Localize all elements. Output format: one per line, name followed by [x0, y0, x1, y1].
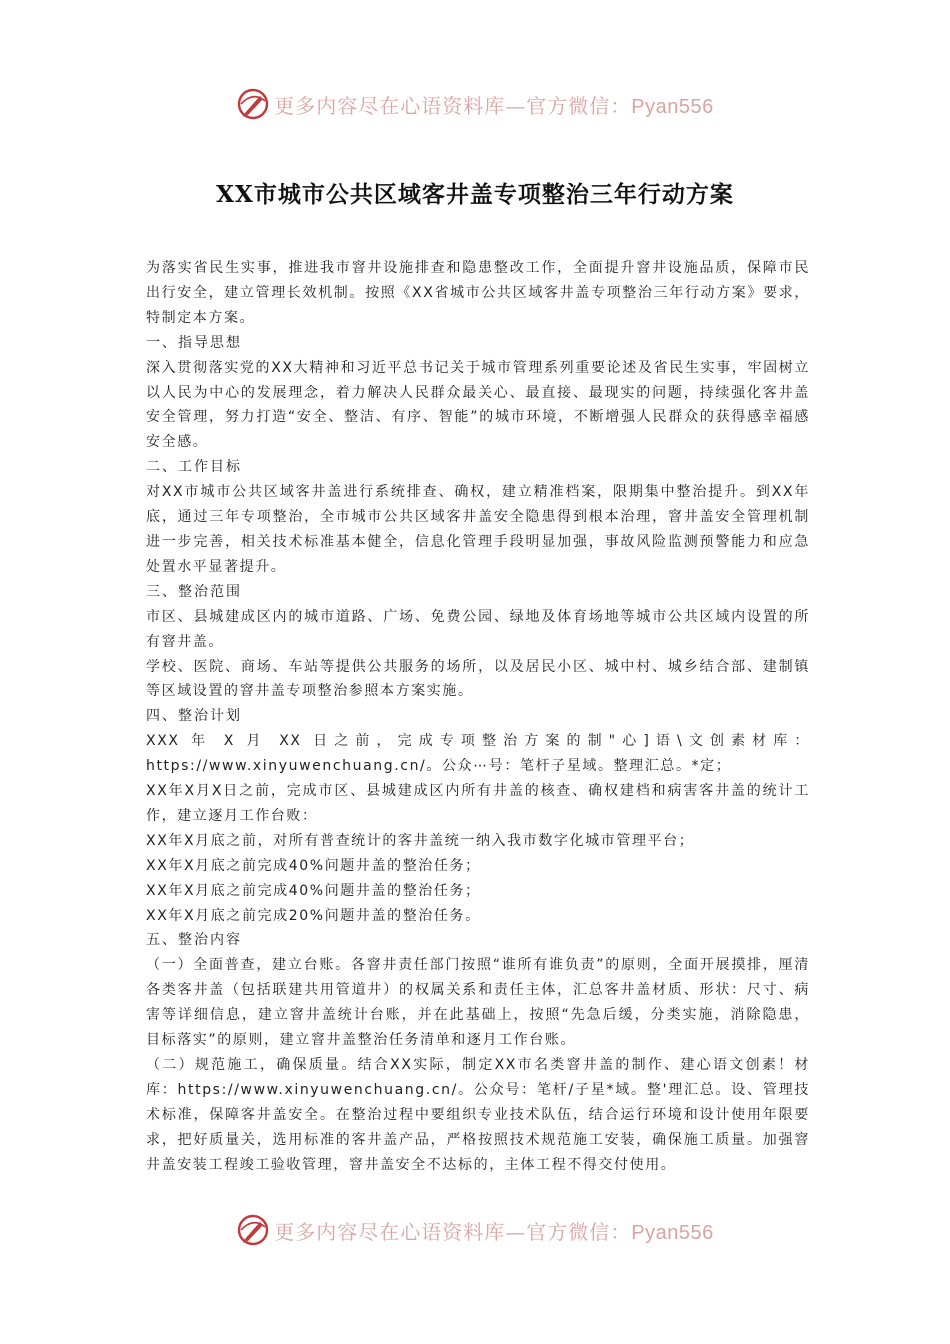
- banner-text: 更多内容尽在心语资料库—官方微信：Pyan556: [274, 1219, 714, 1244]
- intro-paragraph: 为落实省民生实事，推进我市窨井设施排查和隐患整改工作，全面提升窨井设施品质，保障市民出行安全，建立管理长效机制。按照《XX省城市公共区域客井盖专项整治三年行动方案》要求，特制定本方案。: [146, 260, 810, 326]
- section-heading-scope: 三、整治范围: [146, 583, 242, 600]
- plan-item-6: XX年X月底之前完成20%问题井盖的整治任务。: [146, 907, 481, 924]
- pen-logo-icon: [236, 1213, 270, 1247]
- wechat-id: Pyan556: [631, 95, 714, 118]
- plan-item-1: XXX 年 X 月 XX 日之前，完成专项整治方案的制"心]语\文创素材库：https://www.xinyuwenchuang.cn/。公众⋯号：笔杆子星域。整理汇总。*定；: [146, 733, 810, 775]
- plan-item-4: XX年X月底之前完成40%问题井盖的整治任务；: [146, 857, 481, 874]
- section-heading-plan: 四、整治计划: [146, 708, 242, 725]
- document-body: [146, 256, 810, 1178]
- plan-item-5: XX年X月底之前完成40%问题井盖的整治任务；: [146, 882, 481, 899]
- work-goals-paragraph: 对XX市城市公共区域客井盖进行系统排查、确权，建立精准档案，限期集中整治提升。到XX年底，通过三年专项整治，全市城市公共区域客井盖安全隐患得到根本治理，窨井盖安全管理机制进一步完善，相关技术标准基本健全，信息化管理手段明显加强，事故风险监测预警能力和应急处置水平显著提升。: [146, 484, 810, 575]
- guiding-ideology-paragraph: 深入贯彻落实党的XX大精神和习近平总书记关于城市管理系列重要论述及省民生实事，牢固树立以人民为中心的发展理念，着力解决人民群众最关心、最直接、最现实的问题，持续强化客井盖安全管理，努力打造“安全、整洁、有序、智能”的城市环境，不断增强人民群众的获得感幸福感安全感。: [146, 359, 810, 451]
- document-title: XX市城市公共区域客井盖专项整治三年行动方案: [216, 181, 734, 208]
- section-heading-content: 五、整治内容: [146, 932, 242, 949]
- plan-item-3: XX年X月底之前，对所有普查统计的客井盖统一纳入我市数字化城市管理平台；: [146, 832, 695, 849]
- section-heading-guiding-ideology: 一、指导思想: [146, 334, 242, 351]
- pen-logo-icon: [236, 87, 270, 121]
- wechat-id: Pyan556: [631, 1221, 714, 1244]
- scope-paragraph-2: 学校、医院、商场、车站等提供公共服务的场所，以及居民小区、城中村、城乡结合部、建制镇等区域设置的窨井盖专项整治参照本方案实施。: [146, 658, 810, 700]
- scope-paragraph-1: 市区、县城建成区内的城市道路、广场、免费公园、绿地及体育场地等城市公共区域内设置的所有窨井盖。: [146, 608, 810, 650]
- section-heading-work-goals: 二、工作目标: [146, 459, 242, 476]
- footer-banner: [0, 1210, 950, 1250]
- content-item-2: （二）规范施工，确保质量。结合XX实际，制定XX市名类窨井盖的制作、建心语文创素！材库：https://www.xinyuwenchuang.cn/。公众号：笔杆/子星*域。整'理汇总。设、管理技术标准，保障客井盖安全。在整治过程中要组织专业技术队伍，结合运行环境和设计使用年限要求，把好质量关，选用标准的客井盖产品，严格按照技术规范施工安装，确保施工质量。加强窨井盖安装工程竣工验收管理，窨井盖安全不达标的，主体工程不得交付使用。: [146, 1057, 810, 1173]
- content-item-1: （一）全面普查，建立台账。各窨井责任部门按照“谁所有谁负责”的原则，全面开展摸排，厘清各类客井盖（包括联建共用管道井）的权属关系和责任主体，汇总客井盖材质、形状：尺寸、病害等详细信息，建立窨井盖统计台账，并在此基础上，按照“先急后缓，分类实施，消除隐患，目标落实”的原则，建立窨井盖整治任务清单和逐月工作台账。: [146, 957, 810, 1049]
- banner-text: 更多内容尽在心语资料库—官方微信：Pyan556: [274, 93, 714, 118]
- plan-item-2: XX年X月X日之前，完成市区、县城建成区内所有井盖的核查、确权建档和病害客井盖的统计工作，建立逐月工作台败：: [146, 783, 810, 824]
- header-banner: [0, 84, 950, 124]
